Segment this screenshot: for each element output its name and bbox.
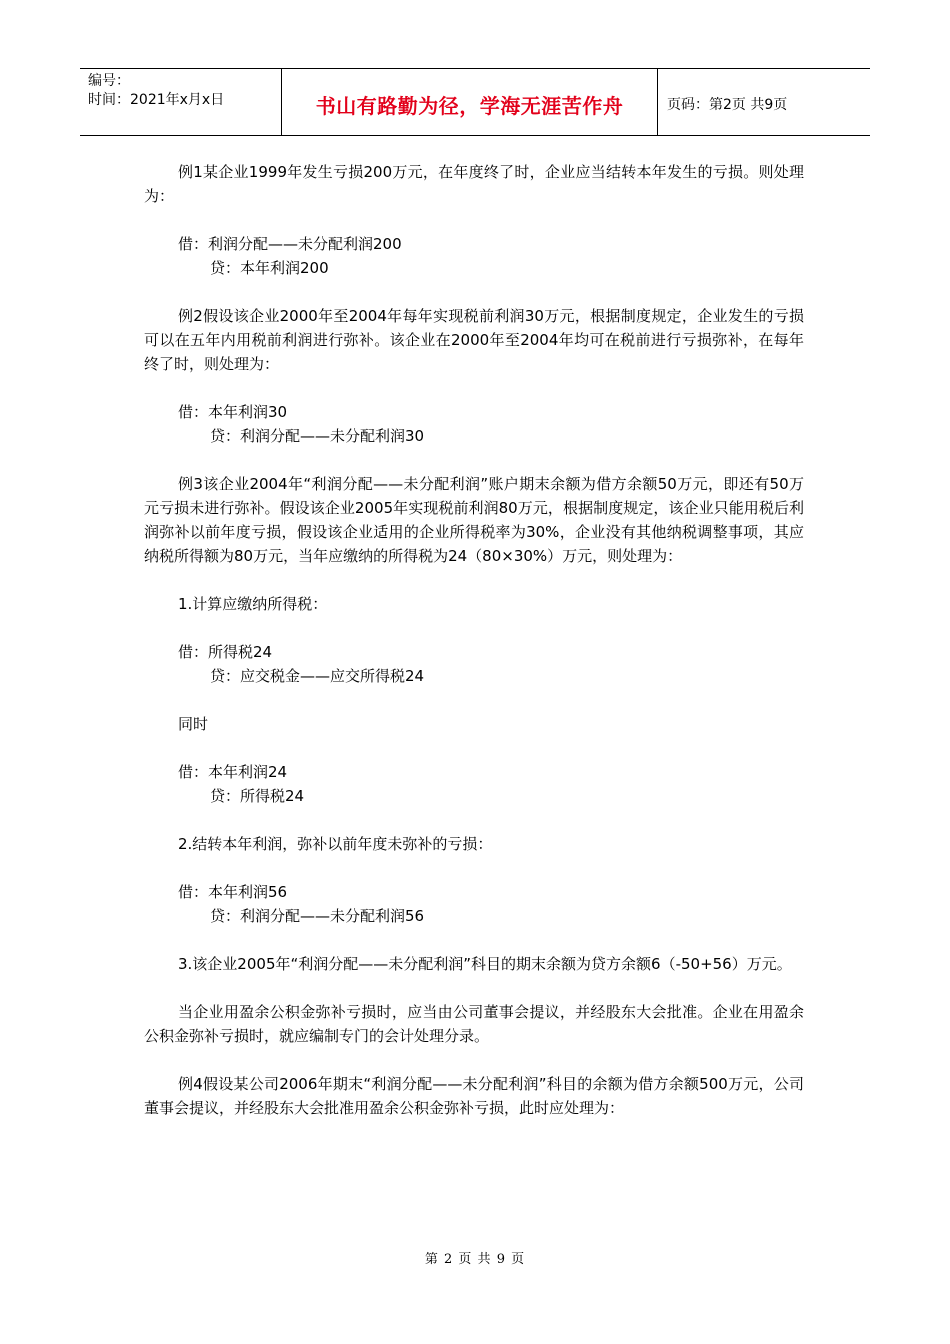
example-3-paragraph: 例3该企业2004年“利润分配——未分配利润”账户期末余额为借方余额50万元，即还有50万元亏损未进行弥补。假设该企业2005年实现税前利润80万元，根据制度规定，该企业只能用税后利润弥补以前年度亏损，假设该企业适用的企业所得税率为30%，企业没有其他纳税调整事项，其应纳税所得额为80万元，当年应缴纳的所得税为24（80×30%）万元，则处理为：	[144, 475, 804, 565]
credit-line: 贷：利润分配——未分配利润56	[210, 907, 425, 925]
journal-entry-1	[178, 232, 804, 280]
document-body	[144, 160, 804, 1144]
document-number-label: 编号：	[88, 73, 130, 89]
surplus-reserve-paragraph: 当企业用盈余公积金弥补亏损时，应当由公司董事会提议，并经股东大会批准。企业在用盈余公积金弥补亏损时，就应编制专门的会计处理分录。	[144, 1003, 804, 1045]
header-page-info: 页码：第2页 共9页	[667, 97, 788, 113]
credit-line: 贷：所得税24	[210, 787, 305, 805]
debit-line: 借：本年利润24	[178, 763, 288, 781]
step-3-paragraph: 3.该企业2005年“利润分配——未分配利润”科目的期末余额为贷方余额6（-50+56）万元。	[178, 955, 792, 973]
step-1-heading: 1.计算应缴纳所得税：	[178, 595, 328, 613]
example-2-paragraph: 例2假设该企业2000年至2004年每年实现税前利润30万元，根据制度规定，企业发生的亏损可以在五年内用税前利润进行弥补。该企业在2000年至2004年均可在税前进行亏损弥补，在每年终了时，则处理为：	[144, 307, 804, 373]
debit-line: 借：利润分配——未分配利润200	[178, 235, 402, 253]
journal-entry-5	[178, 880, 804, 928]
journal-entry-4	[178, 760, 804, 808]
header-meta	[80, 69, 282, 135]
header-motto: 书山有路勤为径，学海无涯苦作舟	[282, 69, 658, 135]
journal-entry-2	[178, 400, 804, 448]
credit-line: 贷：利润分配——未分配利润30	[210, 427, 425, 445]
document-date-label: 时间：2021年x月x日	[88, 92, 225, 108]
meanwhile-label: 同时	[178, 715, 209, 733]
step-2-heading: 2.结转本年利润，弥补以前年度未弥补的亏损：	[178, 835, 493, 853]
example-4-paragraph: 例4假设某公司2006年期末“利润分配——未分配利润”科目的余额为借方余额500万元，公司董事会提议，并经股东大会批准用盈余公积金弥补亏损，此时应处理为：	[144, 1075, 804, 1117]
journal-entry-3	[178, 640, 804, 688]
debit-line: 借：本年利润30	[178, 403, 288, 421]
example-1-paragraph: 例1某企业1999年发生亏损200万元，在年度终了时，企业应当结转本年发生的亏损。则处理为：	[144, 163, 804, 205]
debit-line: 借：本年利润56	[178, 883, 288, 901]
page-footer: 第 2 页 共 9 页	[424, 1252, 526, 1267]
page-header	[80, 68, 870, 136]
debit-line: 借：所得税24	[178, 643, 273, 661]
credit-line: 贷：应交税金——应交所得税24	[210, 667, 425, 685]
credit-line: 贷：本年利润200	[210, 259, 329, 277]
